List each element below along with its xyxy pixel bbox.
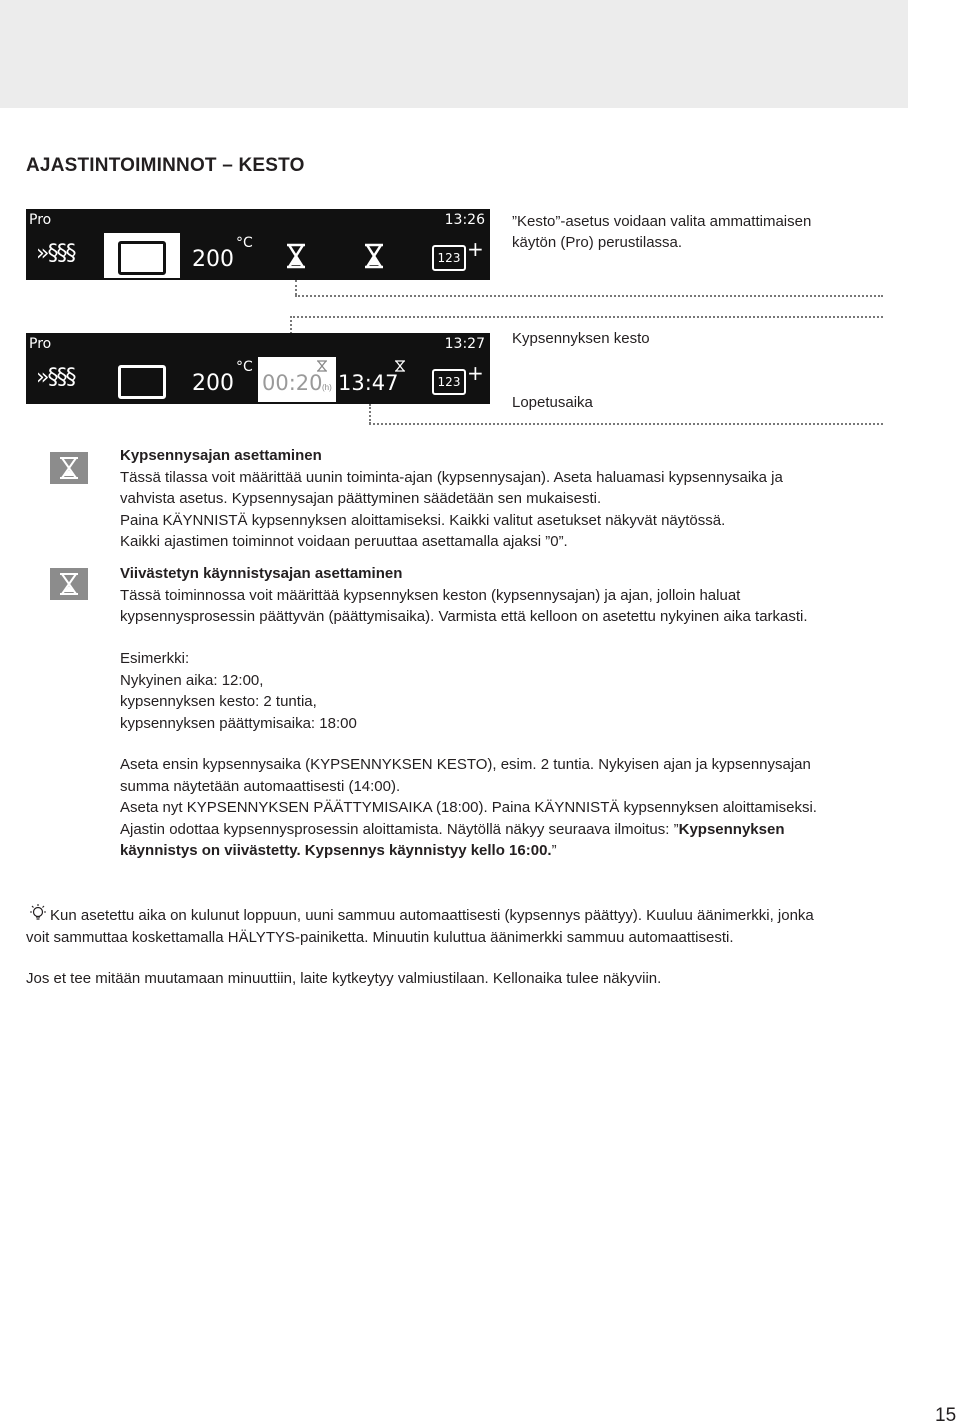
page-title: AJASTINTOIMINNOT – KESTO <box>26 155 305 176</box>
paragraph-line: kypsennysprosessin päättyvän (päättymisaika). Varmista että kelloon on asetettu nykyinen aika tarkasti. <box>120 608 808 625</box>
kesto-note-line1: ”Kesto”-asetus voidaan valita ammattimaisen <box>512 213 812 230</box>
duration-cell[interactable] <box>258 357 336 402</box>
section-heading: Viivästetyn käynnistysajan asettaminen <box>120 565 403 582</box>
section-delayed-start <box>120 563 880 628</box>
display-icons-row <box>26 233 490 278</box>
oven-display-timer <box>26 333 490 404</box>
paragraph-line <box>120 819 880 841</box>
plus-icon[interactable]: + <box>467 237 484 261</box>
steam-icon[interactable]: »§§§ <box>36 241 75 266</box>
paragraph-line: Aseta nyt KYPSENNYKSEN PÄÄTTYMISAIKA (18:00). Paina KÄYNNISTÄ kypsennyksen aloittamiseksi. <box>120 799 817 816</box>
end-time-hourglass-icon[interactable] <box>363 243 385 269</box>
display-icons-row <box>26 357 490 402</box>
paragraph-line: vahvista asetus. Kypsennysajan päättyminen säädetään sen mukaisesti. <box>120 490 602 507</box>
section-duration <box>120 445 880 553</box>
end-time-value[interactable]: 13:47 <box>338 371 399 395</box>
tip-text-line1: Kun asetettu aika on kulunut loppuun, uuni sammuu automaattisesti (kypsennys päättyy). Kuuluu äänimerkki, jonka <box>50 907 814 924</box>
instructions-block <box>120 754 880 862</box>
duration-hourglass-icon <box>316 360 328 372</box>
paragraph-line: Paina KÄYNNISTÄ kypsennyksen aloittamiseksi. Kaikki valitut asetukset näkyvät näytössä. <box>120 511 726 529</box>
temperature-unit: °C <box>236 235 253 251</box>
oven-function-cell[interactable] <box>104 357 180 402</box>
paragraph-line: Tässä tilassa voit määrittää uunin toiminta-ajan (kypsennysajan). Aseta haluamasi kypsennysaika ja <box>120 468 783 486</box>
duration-hourglass-icon[interactable] <box>285 243 307 269</box>
paragraph-line: kypsennyksen kesto: 2 tuntia, <box>120 693 317 710</box>
temperature-value[interactable]: 200 <box>192 371 234 396</box>
tip-block <box>26 903 886 949</box>
keypad-icon[interactable]: 123 <box>432 245 466 271</box>
duration-value: 00:20 <box>262 371 323 395</box>
example-block <box>120 648 880 734</box>
section-heading: Kypsennysajan asettaminen <box>120 447 322 464</box>
hourglass-icon <box>50 452 88 484</box>
header-band <box>0 0 908 108</box>
end-time-hourglass-icon <box>394 360 406 372</box>
paragraph-line: Tässä toiminnossa voit määrittää kypsennyksen keston (kypsennysajan) ja ajan, jolloin haluat <box>120 586 741 604</box>
delayed-start-icon <box>50 568 88 600</box>
oven-icon <box>118 241 166 275</box>
connector-line <box>295 295 883 297</box>
text-span: ” <box>551 842 557 859</box>
paragraph-line <box>120 840 880 862</box>
bottom-margin <box>0 1384 960 1428</box>
text-span: Ajastin odottaa kypsennysprosessin aloittamista. Näytöllä näkyy seuraava ilmoitus: ” <box>120 820 679 838</box>
oven-icon <box>118 365 166 399</box>
paragraph-line: summa näytetään automaattisesti (14:00). <box>120 777 401 795</box>
connector-line <box>369 404 371 424</box>
paragraph-line <box>26 903 886 927</box>
plus-icon[interactable]: + <box>467 361 484 385</box>
duration-label: Kypsennyksen kesto <box>512 330 650 347</box>
paragraph-line: Kaikki ajastimen toiminnot voidaan peruuttaa asettamalla ajaksi ”0”. <box>120 533 568 550</box>
connector-line <box>369 423 883 425</box>
paragraph-line: Aseta ensin kypsennysaika (KYPSENNYKSEN KESTO), esim. 2 tuntia. Nykyisen ajan ja kypsennysajan <box>120 756 811 773</box>
keypad-icon[interactable]: 123 <box>432 369 466 395</box>
kesto-note <box>512 211 811 253</box>
duration-unit: (h) <box>322 383 332 392</box>
kesto-note-line2: käytön (Pro) perustilassa. <box>512 234 683 251</box>
tip-text-line2: voit sammuttaa koskettamalla HÄLYTYS-painiketta. Minuutin kuluttua äänimerkki sammuu automaattisesti. <box>26 929 734 946</box>
connector-line <box>295 280 297 295</box>
paragraph-line: Nykyinen aika: 12:00, <box>120 671 264 689</box>
page-number: 15 <box>935 1405 957 1426</box>
oven-function-cell[interactable] <box>104 233 180 278</box>
lightbulb-icon <box>26 903 50 923</box>
paragraph-line: kypsennyksen päättymisaika: 18:00 <box>120 714 357 732</box>
bold-span: käynnistys on viivästetty. Kypsennys käynnistyy kello 16:00. <box>120 842 552 859</box>
connector-line <box>290 316 883 318</box>
temperature-unit: °C <box>236 359 253 375</box>
right-margin <box>908 0 960 1384</box>
bold-span: Kypsennyksen <box>678 820 785 838</box>
mode-label: Pro <box>29 336 52 352</box>
standby-note: Jos et tee mitään muutamaan minuuttiin, laite kytkeytyy valmiustilaan. Kellonaika tulee näkyviin. <box>26 970 662 987</box>
end-time-label: Lopetusaika <box>512 394 593 411</box>
oven-display-basic <box>26 209 490 280</box>
clock-readout: 13:27 <box>444 336 485 352</box>
mode-label: Pro <box>29 212 52 228</box>
temperature-value[interactable]: 200 <box>192 247 234 272</box>
clock-readout: 13:26 <box>444 212 485 228</box>
paragraph-line: Esimerkki: <box>120 650 190 667</box>
connector-line <box>290 316 292 334</box>
steam-icon[interactable]: »§§§ <box>36 365 75 390</box>
